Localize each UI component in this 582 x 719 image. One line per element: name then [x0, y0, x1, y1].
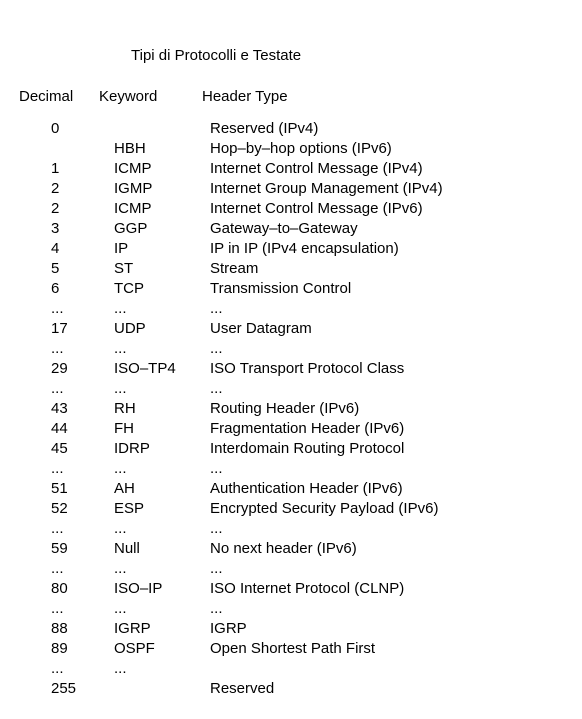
cell-keyword: UDP	[114, 320, 146, 337]
protocol-table	[0, 119, 582, 699]
table-row	[0, 399, 582, 419]
table-row	[0, 579, 582, 599]
table-row	[0, 239, 582, 259]
cell-header-type: No next header (IPv6)	[210, 540, 357, 557]
table-row	[0, 219, 582, 239]
cell-header-type: ISO Transport Protocol Class	[210, 360, 405, 377]
cell-keyword: ...	[114, 300, 127, 317]
cell-header-type: ...	[210, 560, 223, 577]
table-row	[0, 559, 582, 579]
cell-keyword: ST	[114, 260, 134, 277]
cell-decimal: 6	[51, 280, 60, 297]
cell-header-type: ...	[210, 300, 223, 317]
cell-decimal: 59	[51, 540, 68, 557]
cell-decimal: ...	[51, 560, 64, 577]
table-row	[0, 659, 582, 679]
cell-decimal: ...	[51, 380, 64, 397]
table-row	[0, 159, 582, 179]
cell-header-type: User Datagram	[210, 320, 312, 337]
cell-header-type: Reserved	[210, 680, 275, 697]
cell-decimal: 44	[51, 420, 68, 437]
cell-decimal: 80	[51, 580, 68, 597]
column-header-header-type: Header Type	[202, 88, 288, 105]
cell-decimal: 2	[51, 180, 60, 197]
cell-decimal: 51	[51, 480, 68, 497]
cell-header-type: Interdomain Routing Protocol	[210, 440, 405, 457]
cell-decimal: 43	[51, 400, 68, 417]
cell-decimal: 1	[51, 160, 60, 177]
cell-decimal: 45	[51, 440, 68, 457]
table-row	[0, 519, 582, 539]
table-row	[0, 419, 582, 439]
cell-keyword: ISO–TP4	[114, 360, 176, 377]
cell-decimal: 29	[51, 360, 68, 377]
cell-header-type: ...	[210, 460, 223, 477]
cell-keyword: Null	[114, 540, 140, 557]
cell-header-type: Reserved (IPv4)	[210, 120, 319, 137]
table-row	[0, 639, 582, 659]
cell-decimal: ...	[51, 520, 64, 537]
table-row	[0, 679, 582, 699]
cell-decimal: 17	[51, 320, 68, 337]
cell-header-type: Internet Group Management (IPv4)	[210, 180, 443, 197]
table-row	[0, 599, 582, 619]
cell-decimal: ...	[51, 340, 64, 357]
cell-header-type: ...	[210, 380, 223, 397]
cell-keyword: IDRP	[114, 440, 150, 457]
cell-decimal: ...	[51, 600, 64, 617]
table-row	[0, 259, 582, 279]
table-row	[0, 299, 582, 319]
table-row	[0, 119, 582, 139]
cell-keyword: HBH	[114, 140, 146, 157]
cell-header-type: Encrypted Security Payload (IPv6)	[210, 500, 439, 517]
cell-keyword: ...	[114, 660, 127, 677]
table-row	[0, 139, 582, 159]
table-row	[0, 619, 582, 639]
cell-decimal: 255	[51, 680, 77, 697]
table-row	[0, 439, 582, 459]
table-row	[0, 359, 582, 379]
cell-keyword: OSPF	[114, 640, 155, 657]
cell-keyword: AH	[114, 480, 135, 497]
table-row	[0, 179, 582, 199]
cell-keyword: ICMP	[114, 200, 152, 217]
cell-decimal: ...	[51, 300, 64, 317]
cell-decimal: 52	[51, 500, 68, 517]
cell-keyword: IP	[114, 240, 129, 257]
cell-keyword: RH	[114, 400, 136, 417]
cell-header-type: Open Shortest Path First	[210, 640, 376, 657]
cell-decimal: ...	[51, 660, 64, 677]
table-row	[0, 339, 582, 359]
table-row	[0, 199, 582, 219]
cell-keyword: ...	[114, 380, 127, 397]
cell-header-type: Fragmentation Header (IPv6)	[210, 420, 405, 437]
column-header-keyword: Keyword	[99, 88, 158, 105]
table-row	[0, 539, 582, 559]
table-row	[0, 499, 582, 519]
table-row	[0, 479, 582, 499]
page-title: Tipi di Protocolli e Testate	[131, 47, 302, 64]
table-row	[0, 319, 582, 339]
cell-decimal: 89	[51, 640, 68, 657]
cell-decimal: 0	[51, 120, 60, 137]
cell-header-type: ...	[210, 340, 223, 357]
cell-header-type: Internet Control Message (IPv4)	[210, 160, 423, 177]
cell-header-type: Gateway–to–Gateway	[210, 220, 358, 237]
cell-decimal: 2	[51, 200, 60, 217]
cell-header-type: Authentication Header (IPv6)	[210, 480, 403, 497]
cell-keyword: ...	[114, 520, 127, 537]
cell-decimal: 4	[51, 240, 60, 257]
cell-header-type: Hop–by–hop options (IPv6)	[210, 140, 392, 157]
table-row	[0, 379, 582, 399]
table-row	[0, 459, 582, 479]
cell-header-type: Transmission Control	[210, 280, 352, 297]
cell-keyword: ...	[114, 560, 127, 577]
cell-keyword: GGP	[114, 220, 148, 237]
column-header-decimal: Decimal	[19, 88, 74, 105]
cell-keyword: IGMP	[114, 180, 153, 197]
cell-keyword: ...	[114, 600, 127, 617]
cell-keyword: IGRP	[114, 620, 151, 637]
cell-header-type: IGRP	[210, 620, 247, 637]
cell-header-type: ...	[210, 600, 223, 617]
cell-keyword: TCP	[114, 280, 144, 297]
cell-header-type: IP in IP (IPv4 encapsulation)	[210, 240, 399, 257]
cell-decimal: 88	[51, 620, 68, 637]
cell-keyword: ...	[114, 460, 127, 477]
cell-keyword: FH	[114, 420, 134, 437]
cell-keyword: ISO–IP	[114, 580, 163, 597]
cell-header-type: Routing Header (IPv6)	[210, 400, 360, 417]
cell-header-type: Internet Control Message (IPv6)	[210, 200, 423, 217]
cell-decimal: 5	[51, 260, 60, 277]
cell-keyword: ESP	[114, 500, 145, 517]
cell-header-type: ISO Internet Protocol (CLNP)	[210, 580, 405, 597]
cell-decimal: 3	[51, 220, 60, 237]
cell-header-type: Stream	[210, 260, 259, 277]
cell-keyword: ICMP	[114, 160, 152, 177]
cell-decimal: ...	[51, 460, 64, 477]
cell-header-type: ...	[210, 520, 223, 537]
table-row	[0, 279, 582, 299]
cell-keyword: ...	[114, 340, 127, 357]
